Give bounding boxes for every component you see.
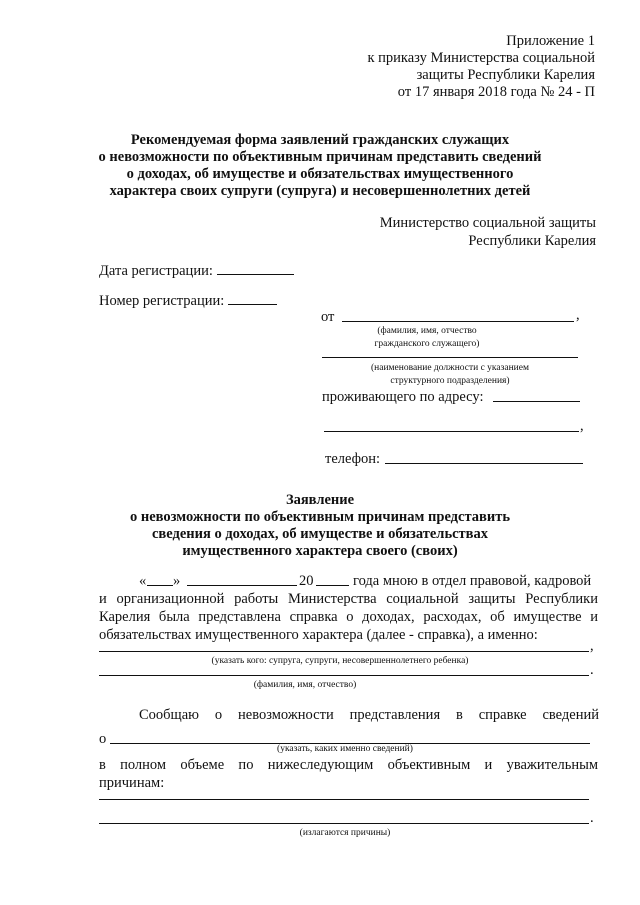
registration-date-label: Дата регистрации: <box>99 263 213 279</box>
address-comma: , <box>580 418 584 434</box>
appendix-line-3: защиты Республики Карелия <box>416 67 595 83</box>
relative-hint: (указать кого: супруга, супруги, несовершеннолетнего ребенка) <box>211 656 469 666</box>
report-line: Сообщаю о невозможности представления в справке сведений <box>139 707 599 723</box>
body-line-4: обязательствах имущественного характера (далее - справка), а именно: <box>99 627 538 643</box>
name-hint-2: гражданского служащего) <box>374 339 480 349</box>
address-field-2[interactable] <box>324 431 579 432</box>
statement-title-line-3: сведения о доходах, об имуществе и обязательствах <box>152 526 488 542</box>
address-field-1[interactable] <box>493 401 580 402</box>
statement-title-line-2: о невозможности по объективным причинам представить <box>130 509 510 525</box>
phone-label: телефон: <box>325 451 381 467</box>
statement-title-line-1: Заявление <box>285 492 355 508</box>
position-field[interactable] <box>322 357 578 358</box>
relative-comma: , <box>590 638 594 654</box>
year-field[interactable] <box>316 585 349 586</box>
registration-date <box>99 262 294 280</box>
form-title-line-4: характера своих супруги (супруга) и несовершеннолетних детей <box>109 183 531 199</box>
info-hint: (указать, каких именно сведений) <box>277 744 413 754</box>
fio-field[interactable] <box>99 675 589 676</box>
body-line-1-text: года мною в отдел правовой, кадровой <box>353 573 592 589</box>
statement-title-line-4: имущественного характера своего (своих) <box>182 543 458 559</box>
registration-number-label: Номер регистрации: <box>99 293 225 309</box>
date-open-quote: « <box>139 573 147 589</box>
reasons-field-1[interactable] <box>99 799 589 800</box>
phone-field[interactable] <box>385 463 583 464</box>
position-hint-1: (наименование должности с указанием <box>370 363 529 373</box>
month-field[interactable] <box>187 585 297 586</box>
fio-period: . <box>590 662 594 678</box>
reasons-hint: (излагаются причины) <box>299 828 391 838</box>
registration-date-field[interactable] <box>217 262 294 275</box>
addressee-line-1: Министерство социальной защиты <box>379 215 596 231</box>
reasons-line-1: в полном объеме по нижеследующим объективным и уважительным <box>99 757 598 773</box>
body-line-3: Карелия была представлена справка о доходах, расходах, об имуществе и <box>99 609 598 625</box>
form-title-line-2: о невозможности по объективным причинам представить сведений <box>98 149 542 165</box>
body-line-2: и организационной работы Министерства социальной защиты Республики <box>99 591 598 607</box>
date-close-quote: » <box>173 573 181 589</box>
relative-field[interactable] <box>99 651 589 652</box>
year-prefix: 20 <box>299 573 314 589</box>
address-label: проживающего по адресу: <box>322 389 484 405</box>
reasons-period: . <box>590 810 594 826</box>
position-hint-2: структурного подразделения) <box>390 376 510 386</box>
name-hint-1: (фамилия, имя, отчество <box>377 326 477 336</box>
day-field[interactable] <box>147 585 173 586</box>
from-comma: , <box>576 307 580 323</box>
from-name-field[interactable] <box>342 321 574 322</box>
addressee-line-2: Республики Карелия <box>468 233 596 249</box>
appendix-line-2: к приказу Министерства социальной <box>367 50 595 66</box>
from-label: от <box>321 309 335 325</box>
o-label: о <box>99 731 107 747</box>
registration-number <box>99 292 277 310</box>
form-title-line-1: Рекомендуемая форма заявлений гражданских служащих <box>130 132 510 148</box>
reasons-line-2: причинам: <box>99 775 165 791</box>
fio-hint: (фамилия, имя, отчество) <box>253 680 357 690</box>
registration-number-field[interactable] <box>228 292 277 305</box>
appendix-line-1: Приложение 1 <box>506 33 595 49</box>
reasons-field-2[interactable] <box>99 823 589 824</box>
form-title-line-3: о доходах, об имуществе и обязательствах имущественного <box>126 166 514 182</box>
appendix-line-4: от 17 января 2018 года № 24 - П <box>397 84 595 100</box>
